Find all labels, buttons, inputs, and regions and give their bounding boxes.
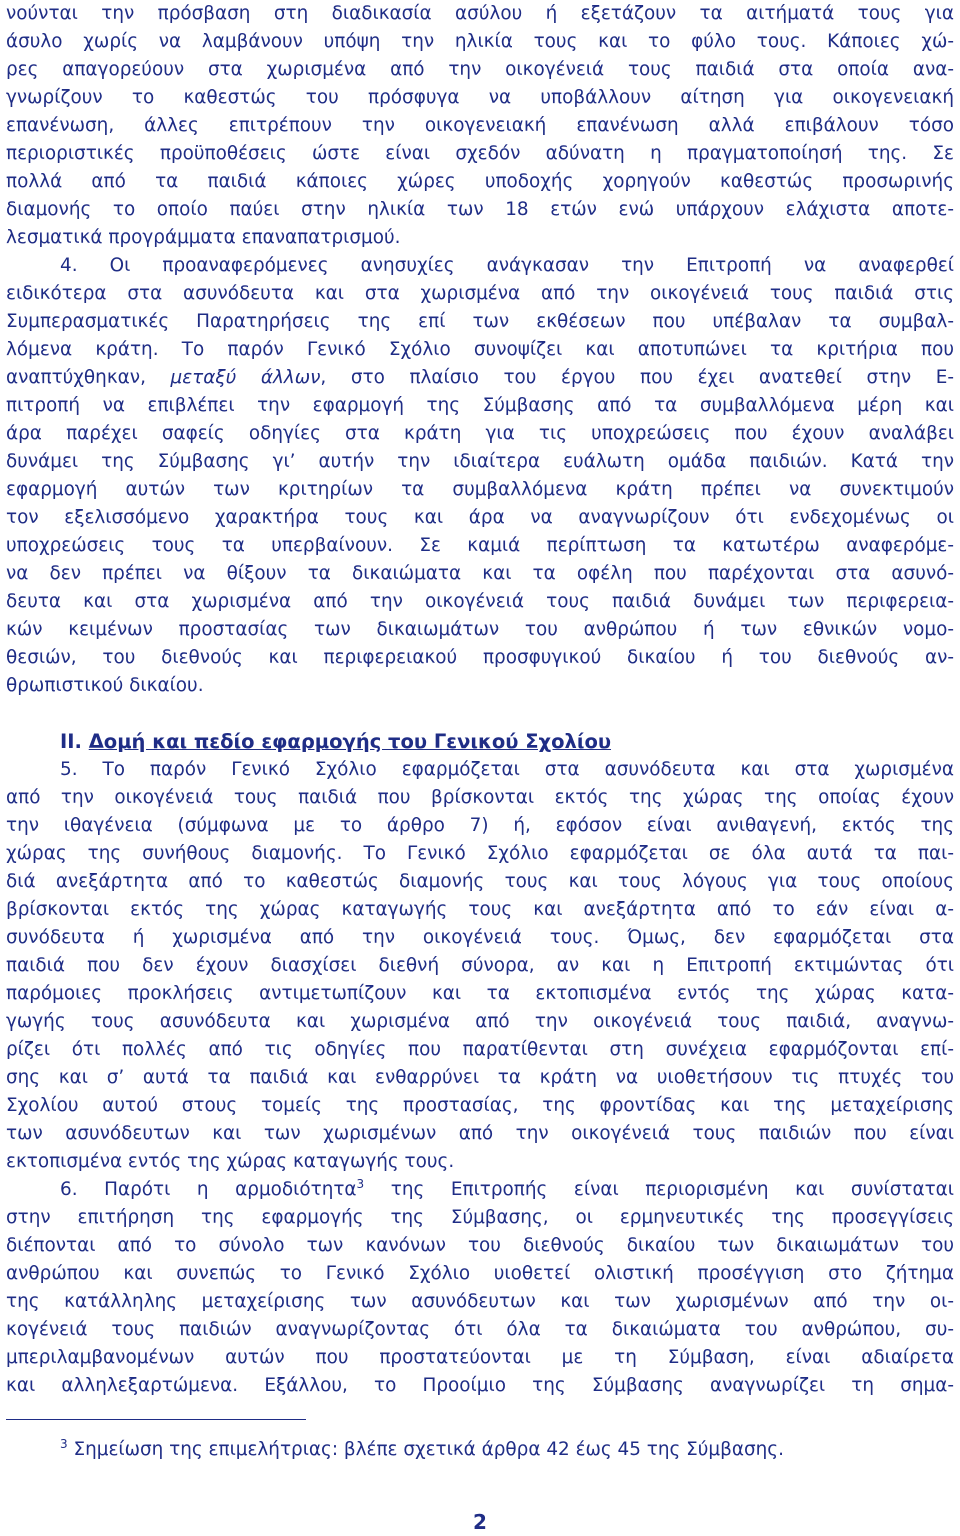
text-line: την ιθαγένεια (σύμφωνα με το άρθρο 7) ή, εφόσον είναι ανιθαγενή, εκτός της [6,815,954,836]
footnote-separator [6,1419,306,1420]
section-number: II. [60,730,82,753]
footnote-mark: 3 [60,1437,68,1451]
text-line: λόμενα κράτη. Το παρόν Γενικό Σχόλιο συνοψίζει και αποτυπώνει τα κριτήρια που [6,339,954,360]
text-line: γνωρίζουν το καθεστώς του πρόσφυγα να υποβάλλουν αίτηση για οικογενειακή [6,87,954,108]
section-title: Δομή και πεδίο εφαρμογής του Γενικού Σχολίου [88,730,612,753]
text-line: άσυλο χωρίς να λαμβάνουν υπόψη την ηλικία τους και το φύλο τους. Κάποιες χώ- [6,31,954,52]
text-line: στην επιτήρηση της εφαρμογής της Σύμβασης, οι ερμηνευτικές της προσεγγίσεις [6,1207,954,1228]
text-line: των ασυνόδευτων και των χωρισμένων από την οικογένειά τους παιδιών που είναι [6,1123,954,1144]
text-line: ρίζει ότι πολλές από τις οδηγίες που παρατίθενται στη συνέχεια εφαρμόζονται επί- [6,1039,954,1060]
footnote-text: Σημείωση της επιμελήτριας: βλέπε σχετικά άρθρα 42 έως 45 της Σύμβασης. [67,1439,784,1460]
text-line: πολλά από τα παιδιά κάποιες χώρες υποδοχής χορηγούν καθεστώς προσωρινής [6,171,954,192]
text-line: να δεν πρέπει να θίξουν τα δικαιώματα και τα οφέλη που παρέχονται στα ασυνό- [6,563,954,584]
text-line: βρίσκονται εκτός της χώρας καταγωγής τους και ανεξάρτητα από το εάν είναι α- [6,899,954,920]
text-line: αναπτύχθηκαν, μεταξύ άλλων, στο πλαίσιο του έργου που έχει ανατεθεί στην Ε- [6,367,954,388]
text-line: διαμονής το οποίο παύει στην ηλικία των 18 ετών ενώ υπάρχουν ελάχιστα αποτε- [6,199,954,220]
text-line: συνόδευτα ή χωρισμένα από την οικογένειά τους. Όμως, δεν εφαρμόζεται στα [6,927,954,948]
section-heading [60,728,954,756]
text-line: εφαρμογή αυτών των κριτηρίων τα συμβαλλόμενα κράτη πρέπει να συνεκτιμούν [6,479,954,500]
text-run: 6. Παρότι η αρμοδιότητα [60,1179,357,1200]
text-line: πιτροπή να επιβλέπει την εφαρμογή της Σύμβασης από τα συμβαλλόμενα μέρη και [6,395,954,416]
text-line: ρες απαγορεύουν στα χωρισμένα από την οικογένειά τους παιδιά στα οποία ανα- [6,59,954,80]
text-line: διέπονται από το σύνολο των κανόνων του διεθνούς δικαίου των δικαιωμάτων του [6,1235,954,1256]
text-line: θεσιών, του διεθνούς και περιφερειακού προσφυγικού δικαίου ή του διεθνούς αν- [6,647,954,668]
emphasis-text: μεταξύ άλλων [170,367,321,388]
text-line: Συμπερασματικές Παρατηρήσεις της επί των εκθέσεων που υπέβαλαν τα συμβαλ- [6,311,954,332]
text-line: δευτα και στα χωρισμένα από την οικογένειά τους παιδιά δυνάμει των περιφερεια- [6,591,954,612]
text-line: τον εξελισσόμενο χαρακτήρα τους και άρα να αναγνωρίζουν ότι ενδεχομένως οι [6,507,954,528]
paragraph-4-first-line: 4. Οι προαναφερόμενες ανησυχίες ανάγκασαν την Επιτροπή να αναφερθεί [60,255,954,276]
text-line: ανθρώπου και συνεπώς το Γενικό Σχόλιο υιοθετεί ολιστική προσέγγιση στο ζήτημα [6,1263,954,1284]
footnote-reference: 3 [356,1177,365,1191]
text-line: Σχολίου αυτού στους τομείς της προστασίας, της φροντίδας και της μεταχείρισης [6,1095,954,1116]
text-line: γωγής τους ασυνόδευτα και χωρισμένα από την οικογένειά τους παιδιά, αναγνω- [6,1011,954,1032]
text-run: της Επιτροπής είναι περιορισμένη και συνίσταται [364,1179,954,1200]
text-line: υποχρεώσεις τους τα υπερβαίνουν. Σε καμιά περίπτωση τα κατωτέρω αναφερόμε- [6,535,954,556]
text-line: της κατάλληλης μεταχείρισης των ασυνόδευτων και των χωρισμένων από την οι- [6,1291,954,1312]
text-line: επανένωση, άλλες επιτρέπουν την οικογενειακή επανένωση αλλά επιβάλουν τόσο [6,115,954,136]
page-number: 2 [473,1510,487,1534]
text-line: περιοριστικές προϋποθέσεις ώστε είναι σχεδόν αδύνατη η πραγματοποίησή της. Σε [6,143,954,164]
footnote [60,1436,784,1464]
text-line: δυνάμει της Σύμβασης γι’ αυτήν την ιδιαίτερα ευάλωτη ομάδα παιδιών. Κατά την [6,451,954,472]
text-line: διά ανεξάρτητα από το καθεστώς διαμονής τους και τους λόγους για τους οποίους [6,871,954,892]
text-line: εκτοπισμένα εντός της χώρας καταγωγής τους. [6,1151,455,1172]
text-line: από την οικογένειά τους παιδιά που βρίσκονται εκτός της χώρας της οποίας έχουν [6,787,954,808]
text-line: κών κειμένων προστασίας των δικαιωμάτων του ανθρώπου ή των εθνικών νομο- [6,619,954,640]
text-line: και αλληλεξαρτώμενα. Εξάλλου, το Προοίμιο της Σύμβασης αναγνωρίζει τη σημα- [6,1375,954,1396]
text-line: μπεριλαμβανομένων αυτών που προστατεύονται με τη Σύμβαση, είναι αδιαίρετα [6,1347,954,1368]
text-line: σης και σ’ αυτά τα παιδιά και ενθαρρύνει τα κράτη να υιοθετήσουν τις πτυχές του [6,1067,954,1088]
text-line: χώρας της συνήθους διαμονής. Το Γενικό Σχόλιο εφαρμόζεται σε όλα αυτά τα παι- [6,843,954,864]
text-line: κογένειά τους παιδιών αναγνωρίζοντας ότι όλα τα δικαιώματα του ανθρώπου, συ- [6,1319,954,1340]
text-line: λεσματικά προγράμματα επαναπατρισμού. [6,227,401,248]
paragraph-6-first-line [60,1176,954,1204]
paragraph-5-first-line: 5. Το παρόν Γενικό Σχόλιο εφαρμόζεται στα ασυνόδευτα και στα χωρισμένα [60,759,954,780]
text-line: θρωπιστικού δικαίου. [6,675,204,696]
text-line: άρα παρέχει σαφείς οδηγίες στα κράτη για τις υποχρεώσεις που έχουν αναλάβει [6,423,954,444]
text-line: παιδιά που δεν έχουν διασχίσει διεθνή σύνορα, αν και η Επιτροπή εκτιμώντας ότι [6,955,954,976]
text-line: ειδικότερα στα ασυνόδευτα και στα χωρισμένα από την οικογένειά τους παιδιά στις [6,283,954,304]
text-line: νούνται την πρόσβαση στη διαδικασία ασύλου ή εξετάζουν τα αιτήματά τους για [6,3,954,24]
text-line: παρόμοιες προκλήσεις αντιμετωπίζουν και τα εκτοπισμένα εντός της χώρας κατα- [6,983,954,1004]
